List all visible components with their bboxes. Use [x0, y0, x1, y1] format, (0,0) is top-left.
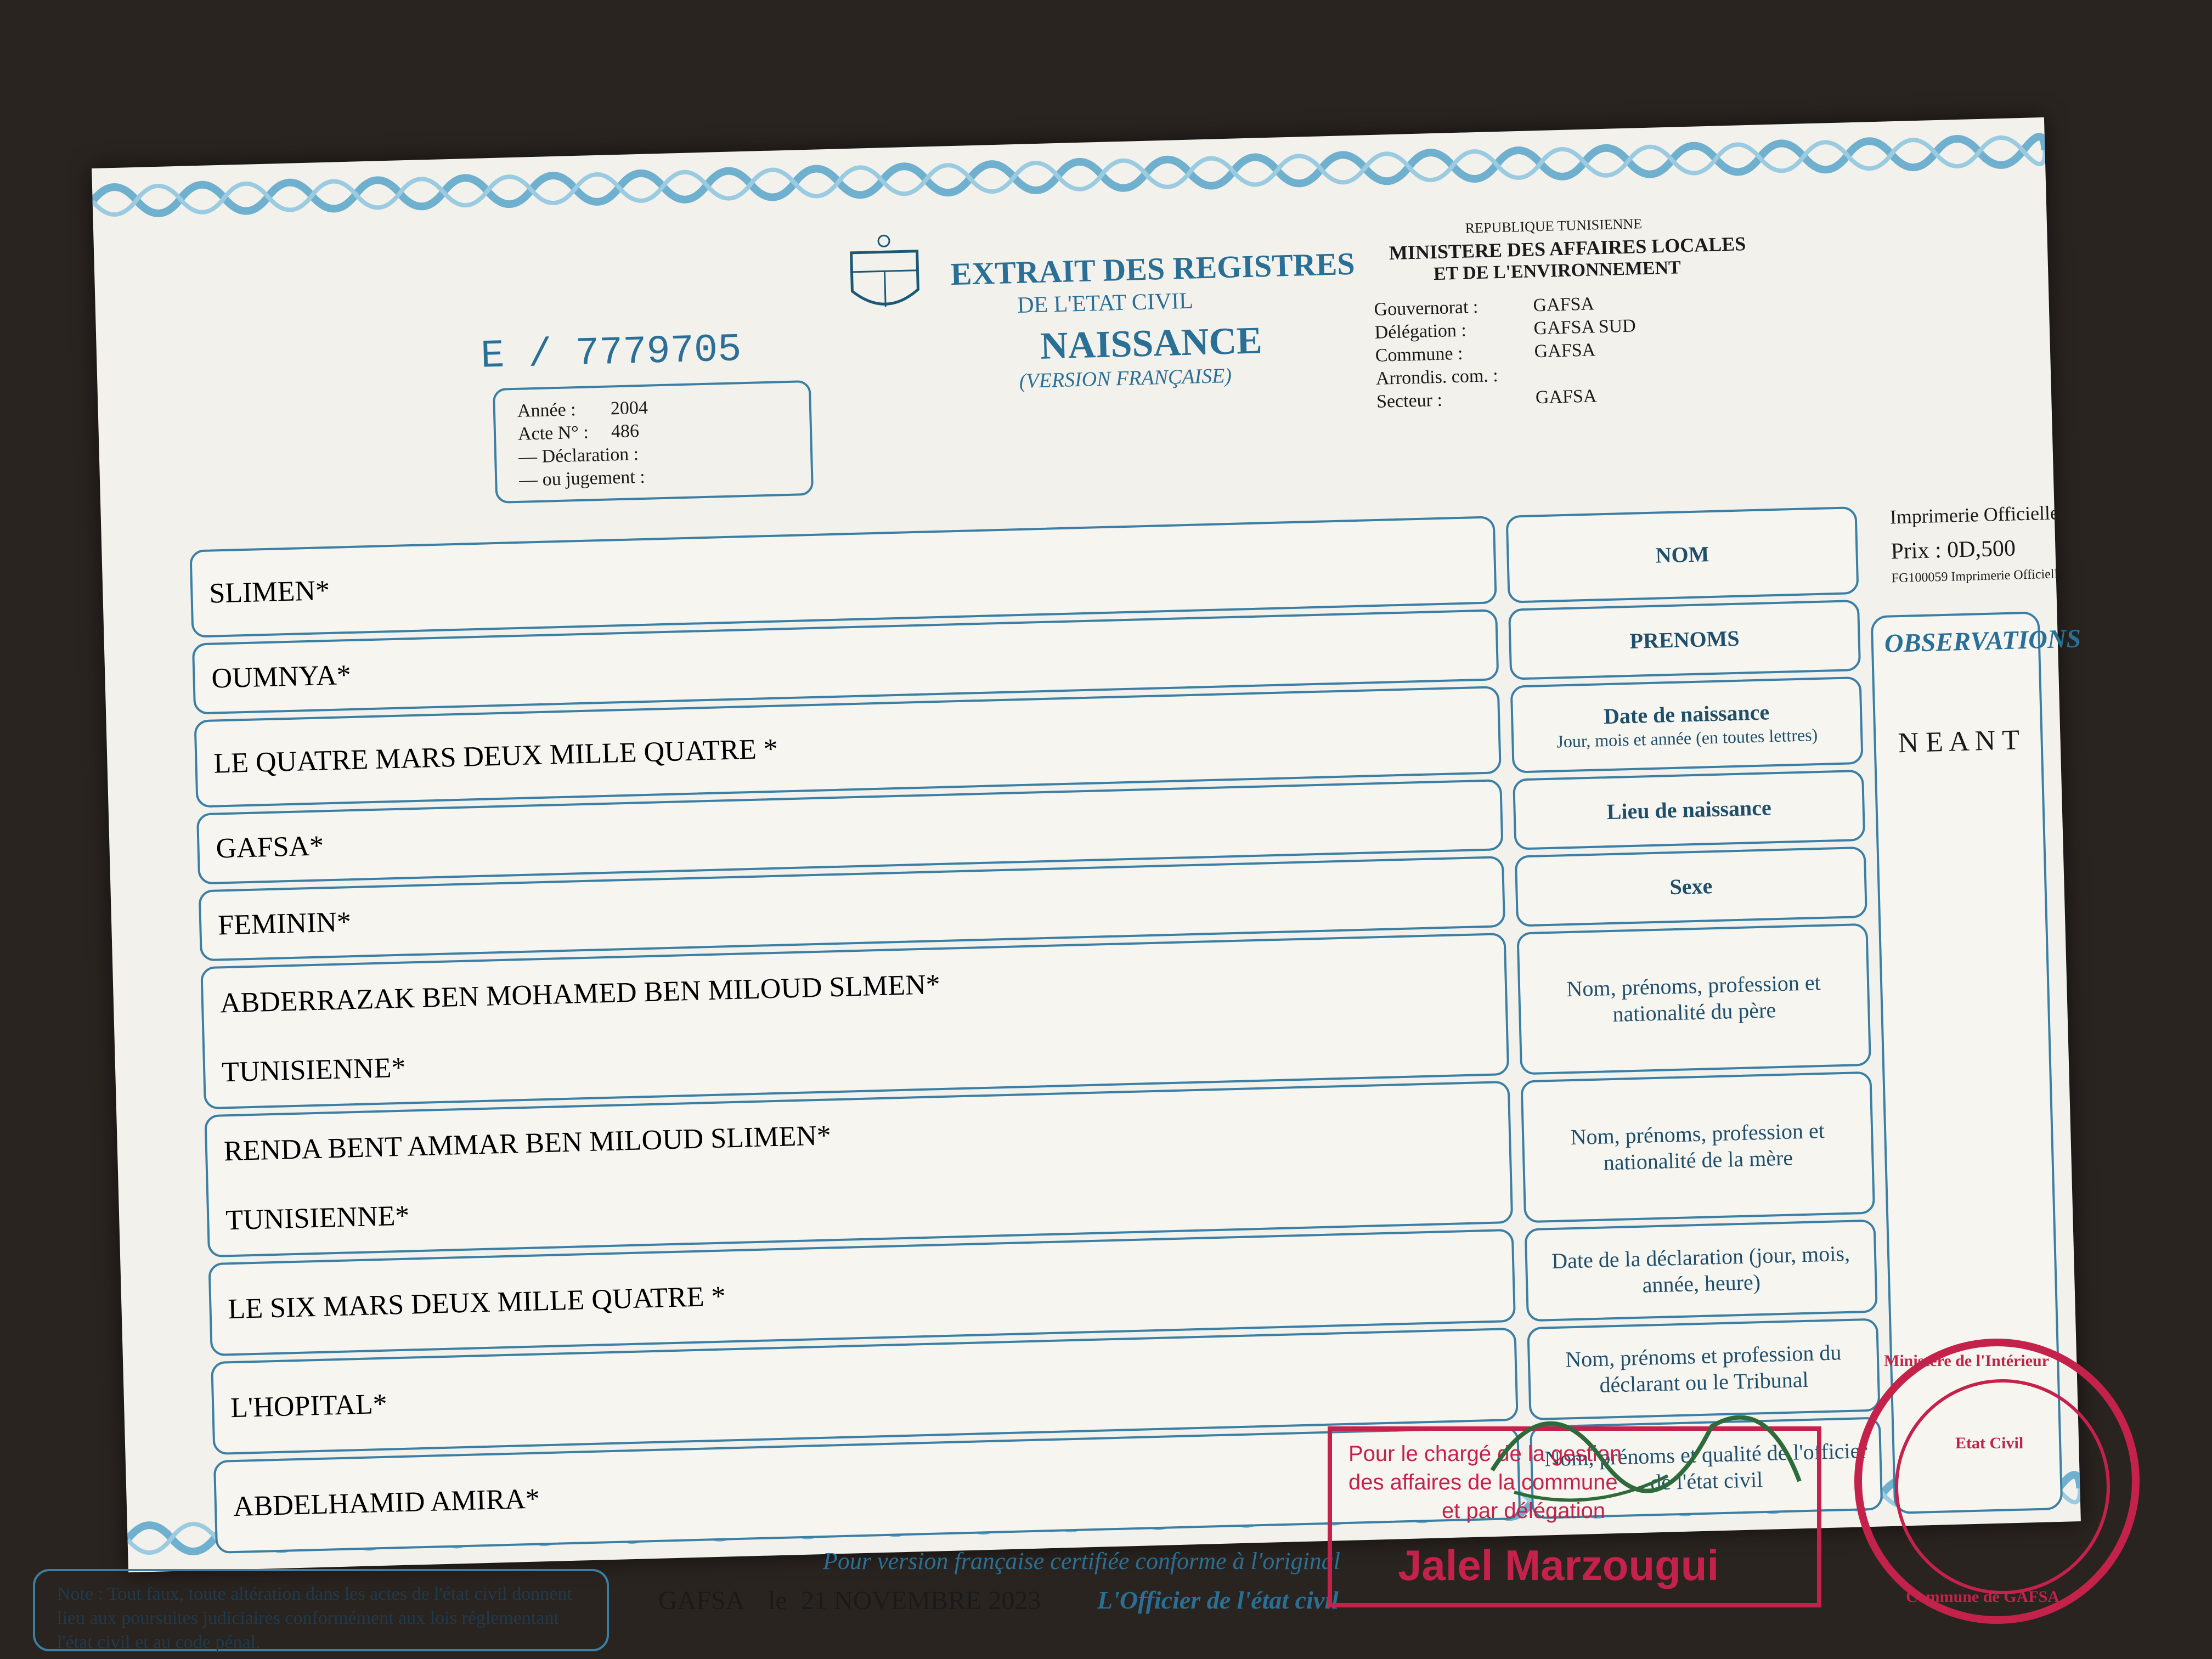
pere-name: ABDERRAZAK BEN MOHAMED BEN MILOUD SLMEN* [219, 968, 941, 1019]
row-label-officier: Nom, prénoms et qualité de l'officier de l'état civil [1530, 1417, 1883, 1519]
signer-name: Jalel Marzougui [1398, 1541, 1719, 1589]
coat-of-arms-emblem [829, 229, 941, 319]
row-label-prenoms: PRENOMS [1508, 600, 1861, 680]
place-label: GAFSA [658, 1586, 745, 1615]
doc-version: (VERSION FRANÇAISE) [1019, 364, 1232, 393]
stamp-ring-bottom: Commune de GAFSA [1906, 1588, 2060, 1606]
admin-block [1374, 290, 1760, 415]
officer-title: L'Officier de l'état civil [1097, 1586, 1339, 1614]
birth-certificate-document [92, 117, 2081, 1572]
serial-number: E / 7779705 [480, 327, 742, 379]
acte-label: Acte N° : [517, 422, 589, 444]
annee-value: 2004 [610, 397, 648, 419]
admin-value: GAFSA [1535, 386, 1597, 408]
signature-line3: et par délégation [1442, 1499, 1606, 1523]
stamp-ring-top: Ministère de l'Intérieur [1884, 1352, 2050, 1370]
row-label-date-naissance: Date de naissance Jour, mois et année (en toutes lettres) [1510, 676, 1864, 774]
admin-value: GAFSA [1533, 294, 1595, 316]
acte-box [493, 380, 814, 504]
mere-nationalite: TUNISIENNE* [225, 1200, 410, 1236]
official-stamp [1854, 1339, 2140, 1624]
observations-value: N E A N T [1897, 724, 2020, 759]
admin-label: Délégation : [1374, 320, 1467, 343]
row-label-nom: NOM [1506, 506, 1859, 603]
acte-value: 486 [611, 421, 640, 442]
printer-code: FG100059 Imprimerie Officielle [1891, 567, 2064, 586]
row-value-lieu-naissance: GAFSA* [196, 779, 1504, 884]
le-label: le [768, 1586, 787, 1615]
title-line2: DE L'ETAT CIVIL [1017, 288, 1194, 318]
row-value-officier: ABDELHAMID AMIRA* [213, 1426, 1521, 1554]
certification-line: Pour version française certifiée conforme à l'original [823, 1548, 1341, 1575]
admin-value: GAFSA SUD [1533, 315, 1637, 339]
stamp-ring-inner: Etat Civil [1955, 1434, 2024, 1452]
prix-label: Prix : 0D,500 [1890, 535, 2016, 565]
row-label-date-declaration: Date de la déclaration (jour, mois, année, heure) [1525, 1220, 1878, 1322]
legal-note-text: Note : Tout faux, toute altération dans les actes de l'état civil donnent lieu aux poursuites judiciaires conformément aux lois réglementant l'état civil et au code pénal. [57, 1584, 572, 1653]
signature-line2: des affaires de la commune [1348, 1470, 1618, 1494]
handwritten-signature [1481, 1361, 1810, 1525]
admin-label: Secteur : [1376, 390, 1443, 412]
row-label-declarant: Nom, prénoms et profession du déclarant ou le Tribunal [1527, 1318, 1880, 1421]
jugement-label: — ou jugement : [518, 466, 646, 490]
stamp-inner-ring [1895, 1379, 2110, 1594]
declaration-label: — Déclaration : [518, 444, 639, 467]
row-value-declarant: L'HOPITAL* [211, 1328, 1519, 1455]
doc-type: NAISSANCE [1040, 319, 1263, 368]
certification-date: 21 NOVEMBRE 2023 [801, 1586, 1041, 1615]
decorative-border-top [92, 117, 2046, 234]
row-value-sexe: FEMININ* [199, 856, 1506, 961]
row-label-mere: Nom, prénoms, profession et nationalité de la mère [1521, 1071, 1876, 1223]
row-value-date-naissance: LE QUATRE MARS DEUX MILLE QUATRE * [194, 686, 1501, 808]
row-value-date-declaration: LE SIX MARS DEUX MILLE QUATRE * [208, 1229, 1516, 1356]
admin-label: Commune : [1375, 343, 1463, 366]
row-value-nom: SLIMEN* [189, 516, 1497, 637]
annee-label: Année : [517, 399, 577, 421]
imprimerie-label: Imprimerie Officielle [1889, 501, 2059, 528]
title-line1: EXTRAIT DES REGISTRES [950, 245, 1356, 292]
row-label-pere: Nom, prénoms, profession et nationalité du père [1516, 923, 1871, 1075]
legal-note [33, 1569, 609, 1651]
row-value-mere [204, 1081, 1513, 1257]
ministry-line2: ET DE L'ENVIRONNEMENT [1433, 257, 1681, 285]
row-value-pere [200, 933, 1509, 1109]
pere-nationalite: TUNISIENNE* [221, 1052, 407, 1088]
row-label-sexe: Sexe [1515, 847, 1867, 927]
row-label-lieu-naissance: Lieu de naissance [1513, 770, 1865, 850]
admin-label: Gouvernorat : [1374, 296, 1479, 320]
observations-title: OBSERVATIONS [1884, 624, 2081, 658]
row-label-detail: Jour, mois et année (en toutes lettres) [1556, 724, 1818, 752]
mere-name: RENDA BENT AMMAR BEN MILOUD SLIMEN* [223, 1119, 832, 1167]
republic-label: REPUBLIQUE TUNISIENNE [1465, 216, 1643, 236]
signature-line1: Pour le chargé de la gestion [1348, 1442, 1622, 1466]
admin-label: Arrondis. com. : [1375, 365, 1499, 389]
ministry-line1: MINISTERE DES AFFAIRES LOCALES [1389, 233, 1746, 264]
admin-value: GAFSA [1534, 340, 1596, 362]
row-value-prenoms: OUMNYA* [192, 609, 1499, 714]
